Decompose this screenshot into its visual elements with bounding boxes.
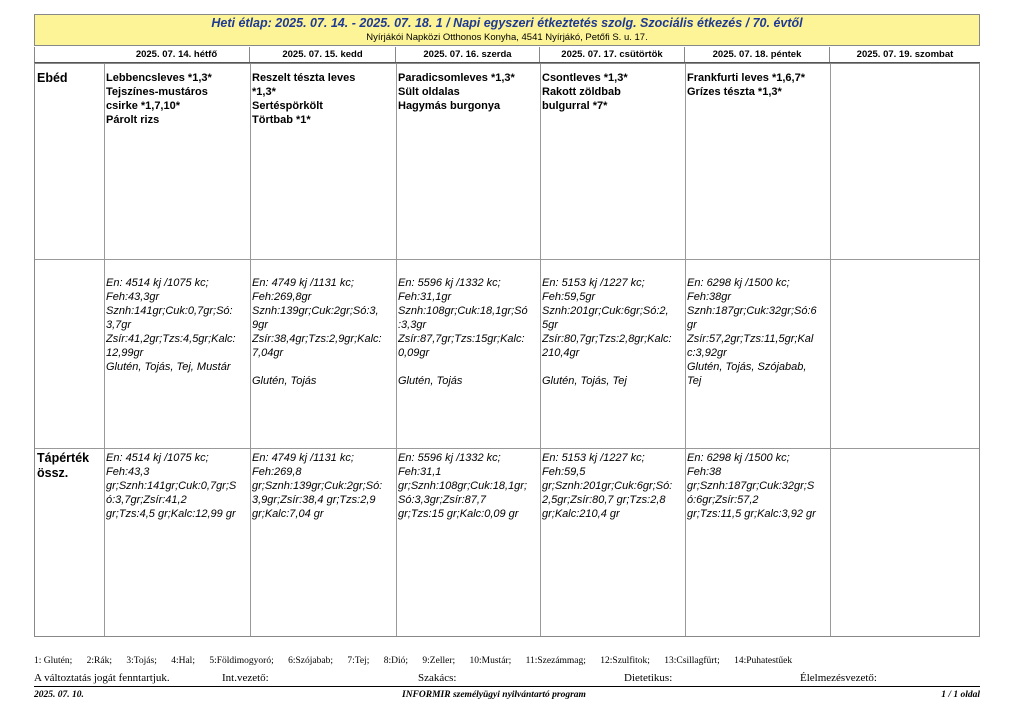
- day-friday: 2025. 07. 18. péntek: [685, 47, 830, 62]
- legend-item: 12:Szulfitok;: [600, 656, 650, 666]
- legend-item: 10:Mustár;: [469, 656, 512, 666]
- menu-title: Heti étlap: 2025. 07. 14. - 2025. 07. 18. 1 / Napi egyszeri étkeztetés szolg. Szociális étkezés / 70. évtől: [211, 16, 803, 30]
- nutrition-cell: En: 5596 kj /1332 kc; Feh:31,1gr Sznh:108gr;Cuk:18,1gr;Só :3,3gr Zsír:87,7gr;Tzs:15gr;Kalc: 0,09gr Glutén, Tojás: [398, 277, 528, 387]
- legend-item: 6:Szójabab;: [288, 656, 333, 666]
- total-cell: En: 4514 kj /1075 kc; Feh:43,3 gr;Sznh:141gr;Cuk:0,7gr;S ó:3,7gr;Zsír:41,2 gr;Tzs:4,5 gr;Kalc:12,99 gr: [106, 452, 237, 520]
- legend-item: 9:Zeller;: [422, 656, 456, 666]
- legend-item: 7:Tej;: [347, 656, 370, 666]
- meal-cell: Lebbencsleves *1,3* Tejszínes-mustáros csirke *1,7,10* Párolt rizs: [106, 72, 212, 126]
- menu-header: [34, 14, 980, 46]
- sig-elelmezesvezeto: Élelmezésvezető:: [800, 672, 877, 684]
- nutrition-cell: En: 4514 kj /1075 kc; Feh:43,3gr Sznh:141gr;Cuk:0,7gr;Só: 3,7gr Zsír:41,2gr;Tzs:4,5gr;Kalc: 12,99gr Glutén, Tojás, Tej, Mustár: [106, 277, 236, 373]
- sig-int-vezeto: Int.vezető:: [222, 672, 269, 684]
- grid-divider: [35, 259, 979, 260]
- signature-line: [34, 672, 980, 687]
- print-date: 2025. 07. 10.: [34, 690, 84, 700]
- grid-divider: [104, 64, 105, 636]
- grid-divider: [35, 448, 979, 449]
- legend-item: 13:Csillagfürt;: [664, 656, 720, 666]
- legend-item: 3:Tojás;: [126, 656, 157, 666]
- rights-reserved-note: A változtatás jogát fenntartjuk.: [34, 672, 170, 684]
- meal-cell: Paradicsomleves *1,3* Sült oldalas Hagymás burgonya: [398, 72, 515, 112]
- total-cell: En: 4749 kj /1131 kc; Feh:269,8 gr;Sznh:139gr;Cuk:2gr;Só: 3,9gr;Zsír:38,4 gr;Tzs:2,9 gr;Kalc:7,04 gr: [252, 452, 383, 520]
- meal-cell: Reszelt tészta leves *1,3* Sertéspörkölt Törtbab *1*: [252, 72, 356, 126]
- day-thursday: 2025. 07. 17. csütörtök: [540, 47, 685, 62]
- sig-szakacs: Szakács:: [418, 672, 457, 684]
- menu-grid: [34, 63, 980, 637]
- kitchen-address: Nyírjákói Napközi Otthonos Konyha, 4541 Nyírjákó, Petőfi S. u. 17.: [366, 32, 648, 43]
- nutrition-cell: En: 6298 kj /1500 kc; Feh:38gr Sznh:187gr;Cuk:32gr;Só:6 gr Zsír:57,2gr;Tzs:11,5gr;Kal c:3,92gr Glutén, Tojás, Szójabab, Tej: [687, 277, 817, 387]
- day-monday: 2025. 07. 14. hétfő: [104, 47, 250, 62]
- row-label-totals: Tápérték össz.: [37, 451, 90, 480]
- legend-item: 4:Hal;: [171, 656, 195, 666]
- row-label-lunch: Ebéd: [37, 71, 68, 85]
- meal-cell: Csontleves *1,3* Rakott zöldbab bulgurral *7*: [542, 72, 628, 112]
- legend-item: 5:Földimogyoró;: [209, 656, 274, 666]
- nutrition-cell: En: 5153 kj /1227 kc; Feh:59,5gr Sznh:201gr;Cuk:6gr;Só:2, 5gr Zsír:80,7gr;Tzs:2,8gr;Kalc: 210,4gr Glutén, Tojás, Tej: [542, 277, 672, 387]
- page-footer: [34, 690, 980, 702]
- nutrition-cell: En: 4749 kj /1131 kc; Feh:269,8gr Sznh:139gr;Cuk:2gr;Só:3, 9gr Zsír:38,4gr;Tzs:2,9gr;Kalc: 7,04gr Glutén, Tojás: [252, 277, 382, 387]
- total-cell: En: 5153 kj /1227 kc; Feh:59,5 gr;Sznh:201gr;Cuk:6gr;Só: 2,5gr;Zsír:80,7 gr;Tzs:2,8 gr;Kalc:210,4 gr: [542, 452, 673, 520]
- grid-divider: [250, 64, 251, 636]
- legend-item: 2:Rák;: [86, 656, 112, 666]
- program-name: INFORMIR személyügyi nyilvántartó program: [402, 690, 586, 700]
- legend-item: 1: Glutén;: [34, 656, 73, 666]
- day-tuesday: 2025. 07. 15. kedd: [250, 47, 396, 62]
- total-cell: En: 6298 kj /1500 kc; Feh:38 gr;Sznh:187gr;Cuk:32gr;S ó:6gr;Zsír:57,2 gr;Tzs:11,5 gr;Kalc:3,92 gr: [687, 452, 816, 520]
- day-saturday: 2025. 07. 19. szombat: [856, 49, 954, 60]
- page-number: 1 / 1 oldal: [941, 690, 980, 700]
- grid-divider: [396, 64, 397, 636]
- meal-cell: Frankfurti leves *1,6,7* Grízes tészta *1,3*: [687, 72, 806, 98]
- day-header-row: [34, 47, 980, 63]
- legend-item: 14:Puhatestűek: [734, 656, 793, 666]
- sig-dietetikus: Dietetikus:: [624, 672, 673, 684]
- day-wednesday: 2025. 07. 16. szerda: [396, 47, 540, 62]
- legend-item: 11:Szezámmag;: [525, 656, 586, 666]
- total-cell: En: 5596 kj /1332 kc; Feh:31,1 gr;Sznh:108gr;Cuk:18,1gr; Só:3,3gr;Zsír:87,7 gr;Tzs:15 gr;Kalc:0,09 gr: [398, 452, 528, 520]
- allergen-legend: [34, 656, 980, 666]
- legend-item: 8:Dió;: [383, 656, 409, 666]
